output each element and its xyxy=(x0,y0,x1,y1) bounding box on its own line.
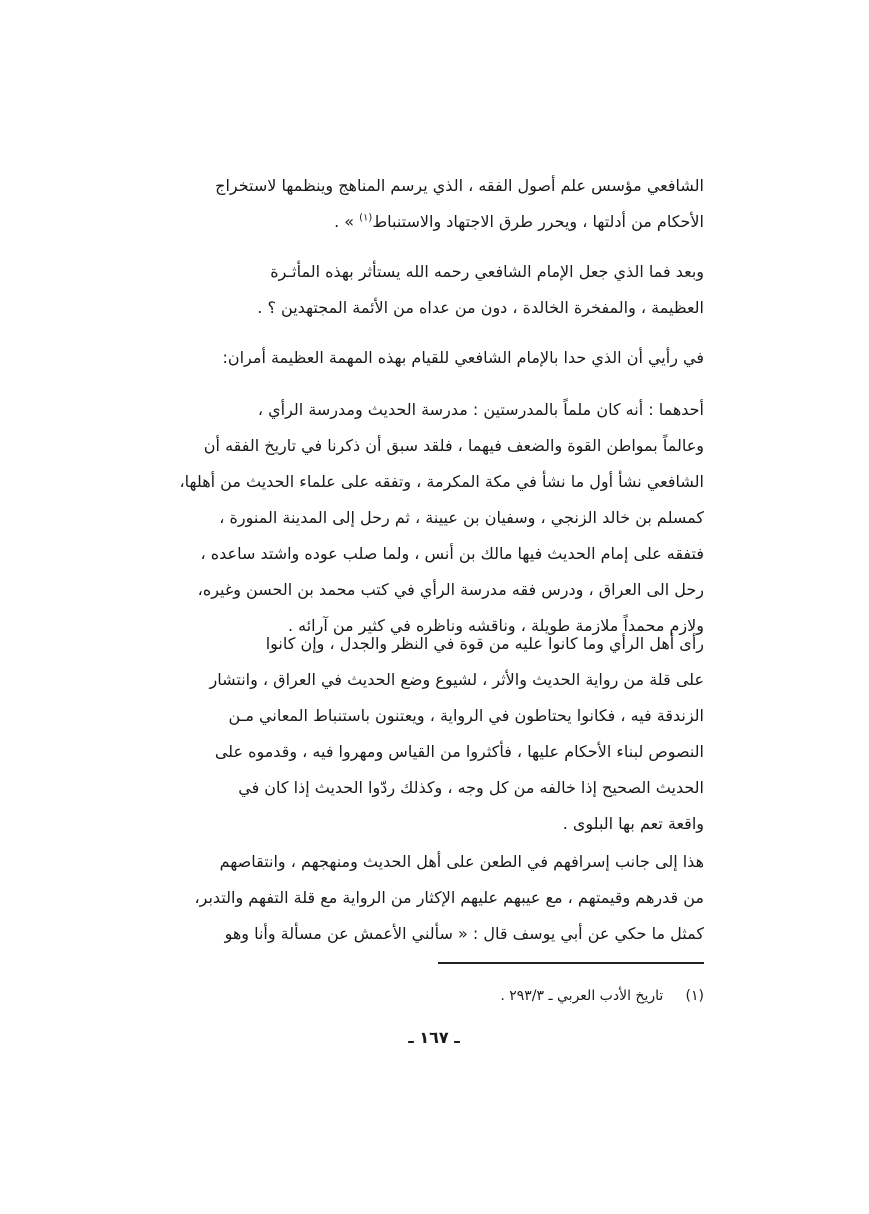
footnote-text: تاريخ الأدب العربي ـ ٢٩٣/٣ . xyxy=(500,988,664,1004)
paragraph-line: العظيمة ، والمفخرة الخالدة ، دون من عداه من الأئمة المجتهدين ؟ . xyxy=(257,298,704,317)
paragraph-4 xyxy=(156,392,704,644)
paragraph-line: الحديث الصحيح إذا خالفه من كل وجه ، وكذلك ردّوا الحديث إذا كان في xyxy=(238,778,704,797)
paragraph-line: كمسلم بن خالد الزنجي ، وسفيان بن عيينة ، ثم رحل إلى المدينة المنورة ، xyxy=(219,508,704,527)
paragraph-line: كمثل ما حكي عن أبي يوسف قال : « سألني الأعمش عن مسألة وأنا وهو xyxy=(224,924,704,943)
paragraph-6 xyxy=(156,844,704,952)
paragraph-5 xyxy=(156,626,704,842)
paragraph-line: الزندقة فيه ، فكانوا يحتاطون في الرواية ، ويعتنون باستنباط المعاني مـن xyxy=(228,706,704,725)
paragraph-line: في رأيي أن الذي حدا بالإمام الشافعي للقيام بهذه المهمة العظيمة أمران: xyxy=(222,348,704,367)
paragraph-line xyxy=(156,204,704,240)
paragraph-line: على قلة من رواية الحديث والأثر ، لشيوع وضع الحديث في العراق ، وانتشار xyxy=(209,670,704,689)
paragraph-3 xyxy=(156,340,704,376)
paragraph-line: رحل الى العراق ، ودرس فقه مدرسة الرأي في كتب محمد بن الحسن وغيره، xyxy=(197,580,704,599)
paragraph-line: ولازم محمداً ملازمة طويلة ، وناقشه وناظره في كثير من آرائه . xyxy=(287,616,704,635)
paragraph-1 xyxy=(156,168,704,240)
paragraph-line: الشافعي مؤسس علم أصول الفقه ، الذي يرسم المناهج وينظمها لاستخراج xyxy=(215,176,704,195)
page-number: ـ ١٦٧ ـ xyxy=(408,1028,460,1047)
paragraph-line: أحدهما : أنه كان ملماً بالمدرستين : مدرسة الحديث ومدرسة الرأي ، xyxy=(257,400,704,419)
paragraph-line: وبعد فما الذي جعل الإمام الشافعي رحمه الله يستأثر بهذه المأثـرة xyxy=(270,262,704,281)
footnote-marker: (١) xyxy=(359,212,373,224)
paragraph-line: من قدرهم وقيمتهم ، مع عيبهم عليهم الإكثار من الرواية مع قلة التفهم والتدبر، xyxy=(194,888,704,907)
paragraph-line: هذا إلى جانب إسرافهم في الطعن على أهل الحديث ومنهجهم ، وانتقاصهم xyxy=(219,852,704,871)
footnote xyxy=(420,982,704,1010)
paragraph-2 xyxy=(156,254,704,326)
paragraph-line: الشافعي نشأ أول ما نشأ في مكة المكرمة ، وتفقه على علماء الحديث من أهلها، xyxy=(179,472,704,491)
footnote-number: (١) xyxy=(685,988,704,1004)
footnote-divider xyxy=(438,962,704,964)
paragraph-line: رأى أهل الرأي وما كانوا عليه من قوة في النظر والجدل ، وإن كانوا xyxy=(265,634,704,653)
line-tail: » . xyxy=(334,212,360,231)
paragraph-line: واقعة تعم بها البلوى . xyxy=(562,814,704,833)
line-text: الأحكام من أدلتها ، ويحرر طرق الاجتهاد والاستنباط xyxy=(372,212,704,231)
paragraph-line: فتفقه على إمام الحديث فيها مالك بن أنس ، ولما صلب عوده واشتد ساعده ، xyxy=(200,544,704,563)
paragraph-line: النصوص لبناء الأحكام عليها ، فأكثروا من القياس ومهروا فيه ، وقدموه على xyxy=(214,742,704,761)
paragraph-line: وعالماً بمواطن القوة والضعف فيهما ، فلقد سبق أن ذكرنا في تاريخ الفقه أن xyxy=(203,436,704,455)
